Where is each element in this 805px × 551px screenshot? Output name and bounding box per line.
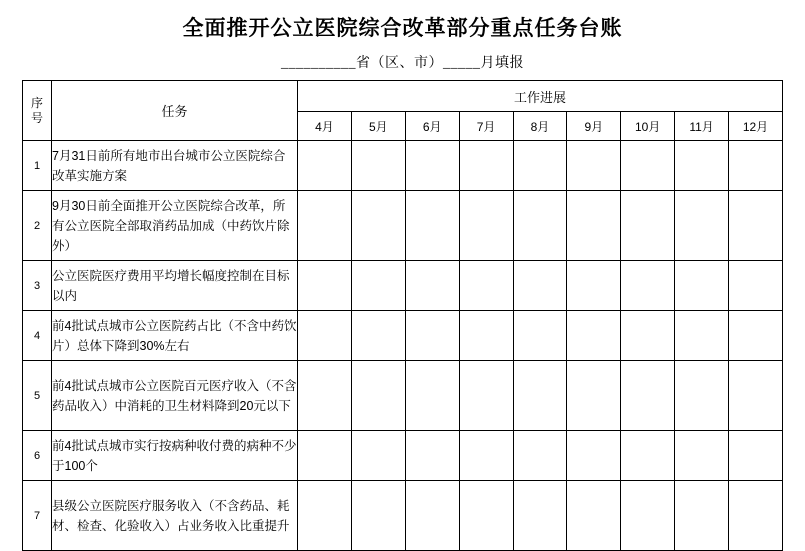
- cell-month-5[interactable]: [351, 261, 405, 311]
- cell-month-11[interactable]: [675, 141, 729, 191]
- cell-month-8[interactable]: [513, 431, 567, 481]
- cell-month-5[interactable]: [351, 361, 405, 431]
- table-row: [23, 361, 783, 431]
- cell-month-6[interactable]: [405, 361, 459, 431]
- cell-month-7[interactable]: [459, 141, 513, 191]
- task-ledger-table: [22, 80, 783, 551]
- cell-month-5[interactable]: [351, 431, 405, 481]
- row-seq: 4: [23, 311, 52, 361]
- page-title: 全面推开公立医院综合改革部分重点任务台账: [182, 16, 623, 40]
- cell-month-11[interactable]: [675, 191, 729, 261]
- cell-month-9[interactable]: [567, 261, 621, 311]
- cell-month-6[interactable]: [405, 191, 459, 261]
- cell-month-7[interactable]: [459, 191, 513, 261]
- header-month-11: 11月: [675, 112, 729, 141]
- table-header-row-1: [23, 81, 783, 112]
- header-month-7: 7月: [459, 112, 513, 141]
- cell-month-10[interactable]: [621, 481, 675, 551]
- row-seq: 7: [23, 481, 52, 551]
- cell-month-9[interactable]: [567, 481, 621, 551]
- cell-month-7[interactable]: [459, 361, 513, 431]
- table-row: [23, 311, 783, 361]
- document-subtitle: __________省（区、市）_____月填报: [281, 56, 524, 71]
- table-row: [23, 261, 783, 311]
- cell-month-8[interactable]: [513, 361, 567, 431]
- cell-month-11[interactable]: [675, 311, 729, 361]
- header-seq: [23, 81, 52, 141]
- table-row: [23, 191, 783, 261]
- header-seq-line1: 序号: [30, 95, 43, 125]
- cell-month-9[interactable]: [567, 361, 621, 431]
- cell-month-6[interactable]: [405, 261, 459, 311]
- row-task: 7月31日前所有地市出台城市公立医院综合改革实施方案: [52, 141, 298, 191]
- cell-month-12[interactable]: [729, 191, 783, 261]
- cell-month-4[interactable]: [298, 261, 352, 311]
- cell-month-11[interactable]: [675, 431, 729, 481]
- cell-month-7[interactable]: [459, 311, 513, 361]
- header-month-4: 4月: [298, 112, 352, 141]
- cell-month-4[interactable]: [298, 481, 352, 551]
- cell-month-12[interactable]: [729, 361, 783, 431]
- cell-month-8[interactable]: [513, 141, 567, 191]
- cell-month-6[interactable]: [405, 481, 459, 551]
- document-page: [0, 12, 805, 540]
- cell-month-4[interactable]: [298, 191, 352, 261]
- cell-month-7[interactable]: [459, 431, 513, 481]
- cell-month-9[interactable]: [567, 431, 621, 481]
- row-task: 前4批试点城市公立医院药占比（不含中药饮片）总体下降到30%左右: [52, 311, 298, 361]
- cell-month-9[interactable]: [567, 311, 621, 361]
- row-seq: 6: [23, 431, 52, 481]
- row-task: 前4批试点城市实行按病种收付费的病种不少于100个: [52, 431, 298, 481]
- row-seq: 5: [23, 361, 52, 431]
- cell-month-8[interactable]: [513, 261, 567, 311]
- cell-month-4[interactable]: [298, 141, 352, 191]
- cell-month-10[interactable]: [621, 311, 675, 361]
- cell-month-12[interactable]: [729, 431, 783, 481]
- cell-month-4[interactable]: [298, 431, 352, 481]
- header-progress: 工作进展: [298, 81, 783, 112]
- cell-month-5[interactable]: [351, 141, 405, 191]
- cell-month-7[interactable]: [459, 261, 513, 311]
- cell-month-6[interactable]: [405, 141, 459, 191]
- header-month-8: 8月: [513, 112, 567, 141]
- row-task: 公立医院医疗费用平均增长幅度控制在目标以内: [52, 261, 298, 311]
- cell-month-12[interactable]: [729, 141, 783, 191]
- cell-month-8[interactable]: [513, 311, 567, 361]
- cell-month-10[interactable]: [621, 261, 675, 311]
- cell-month-5[interactable]: [351, 311, 405, 361]
- cell-month-10[interactable]: [621, 141, 675, 191]
- cell-month-4[interactable]: [298, 361, 352, 431]
- cell-month-12[interactable]: [729, 261, 783, 311]
- cell-month-12[interactable]: [729, 311, 783, 361]
- row-task: 9月30日前全面推开公立医院综合改革，所有公立医院全部取消药品加成（中药饮片除外）: [52, 191, 298, 261]
- header-month-12: 12月: [729, 112, 783, 141]
- cell-month-11[interactable]: [675, 261, 729, 311]
- cell-month-6[interactable]: [405, 431, 459, 481]
- row-seq: 2: [23, 191, 52, 261]
- table-row: [23, 141, 783, 191]
- cell-month-12[interactable]: [729, 481, 783, 551]
- header-month-9: 9月: [567, 112, 621, 141]
- header-month-6: 6月: [405, 112, 459, 141]
- cell-month-9[interactable]: [567, 141, 621, 191]
- header-month-5: 5月: [351, 112, 405, 141]
- header-task: 任务: [52, 81, 298, 141]
- cell-month-10[interactable]: [621, 191, 675, 261]
- row-task: 前4批试点城市公立医院百元医疗收入（不含药品收入）中消耗的卫生材料降到20元以下: [52, 361, 298, 431]
- cell-month-8[interactable]: [513, 191, 567, 261]
- cell-month-8[interactable]: [513, 481, 567, 551]
- cell-month-10[interactable]: [621, 361, 675, 431]
- cell-month-5[interactable]: [351, 481, 405, 551]
- header-month-10: 10月: [621, 112, 675, 141]
- row-task: 县级公立医院医疗服务收入（不含药品、耗材、检查、化验收入）占业务收入比重提升: [52, 481, 298, 551]
- row-seq: 1: [23, 141, 52, 191]
- cell-month-10[interactable]: [621, 431, 675, 481]
- cell-month-11[interactable]: [675, 481, 729, 551]
- table-row: [23, 431, 783, 481]
- cell-month-6[interactable]: [405, 311, 459, 361]
- table-row: [23, 481, 783, 551]
- cell-month-7[interactable]: [459, 481, 513, 551]
- cell-month-5[interactable]: [351, 191, 405, 261]
- row-seq: 3: [23, 261, 52, 311]
- cell-month-11[interactable]: [675, 361, 729, 431]
- cell-month-9[interactable]: [567, 191, 621, 261]
- cell-month-4[interactable]: [298, 311, 352, 361]
